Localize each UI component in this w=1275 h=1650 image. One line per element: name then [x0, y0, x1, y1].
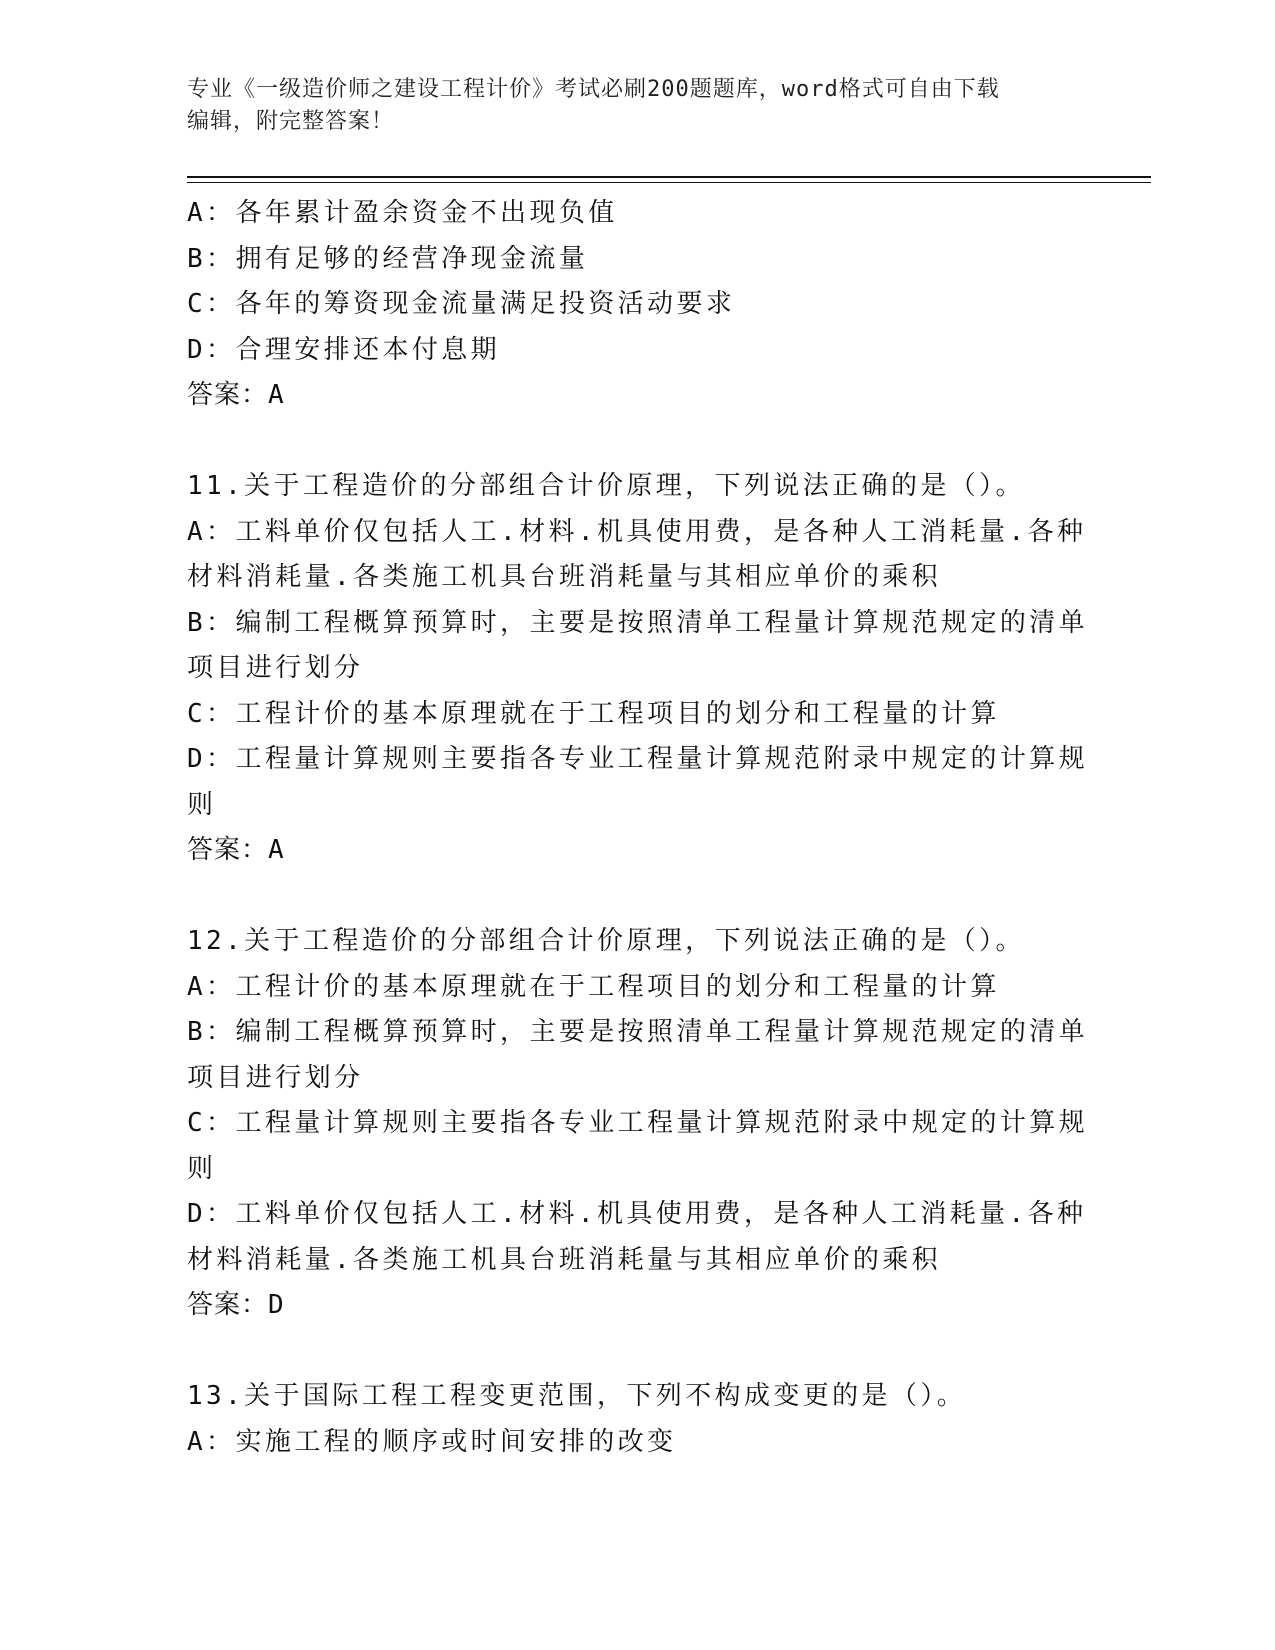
option-line: D：合理安排还本付息期: [187, 334, 501, 365]
question-title: 13.关于国际工程工程变更范围，下列不构成变更的是（）。: [187, 1381, 967, 1411]
answer-line: 答案：D: [187, 1290, 285, 1320]
spacer: [187, 419, 1087, 465]
spacer: [187, 874, 1087, 920]
option-line: A：工程计价的基本原理就在于工程项目的划分和工程量的计算: [187, 971, 1000, 1002]
header-title-line-2: 编辑，附完整答案！: [187, 109, 395, 134]
option-line: 项目进行划分: [187, 653, 364, 683]
option-line: C：工程量计算规则主要指各专业工程量计算规范附录中规定的计算规: [187, 1108, 1089, 1138]
option-line: A：各年累计盈余资金不出现负值: [187, 198, 618, 228]
option-line: B：编制工程概算预算时，主要是按照清单工程量计算规范规定的清单: [187, 1017, 1089, 1047]
option-line: 则: [187, 1153, 217, 1184]
answer-line: 答案：A: [187, 835, 285, 865]
option-line: B：编制工程概算预算时，主要是按照清单工程量计算规范规定的清单: [187, 607, 1089, 638]
option-line: D：工程量计算规则主要指各专业工程量计算规范附录中规定的计算规: [187, 744, 1089, 774]
header-divider-thin: [187, 182, 1151, 183]
question-content: [187, 191, 1087, 1465]
option-line: 材料消耗量.各类施工机具台班消耗量与其相应单价的乘积: [187, 562, 942, 592]
answer-line: 答案：A: [187, 380, 285, 410]
option-line: C：各年的筹资现金流量满足投资活动要求: [187, 289, 736, 319]
question-title: 12.关于工程造价的分部组合计价原理，下列说法正确的是（）。: [187, 926, 1025, 956]
question-title: 11.关于工程造价的分部组合计价原理，下列说法正确的是（）。: [187, 471, 1025, 501]
header-title-line-1: 专业《一级造价师之建设工程计价》考试必刷200题题库，word格式可自由下载: [187, 77, 1000, 102]
option-line: A：实施工程的顺序或时间安排的改变: [187, 1426, 677, 1457]
option-line: 项目进行划分: [187, 1062, 364, 1093]
option-line: D：工料单价仅包括人工.材料.机具使用费，是各种人工消耗量.各种: [187, 1199, 1087, 1229]
header-divider-thick: [187, 176, 1151, 178]
option-line: C：工程计价的基本原理就在于工程项目的划分和工程量的计算: [187, 698, 1000, 729]
spacer: [187, 1329, 1087, 1375]
document-header: [187, 74, 1067, 138]
option-line: A：工料单价仅包括人工.材料.机具使用费，是各种人工消耗量.各种: [187, 516, 1087, 547]
option-line: B：拥有足够的经营净现金流量: [187, 243, 589, 274]
option-line: 则: [187, 789, 217, 820]
option-line: 材料消耗量.各类施工机具台班消耗量与其相应单价的乘积: [187, 1244, 942, 1275]
